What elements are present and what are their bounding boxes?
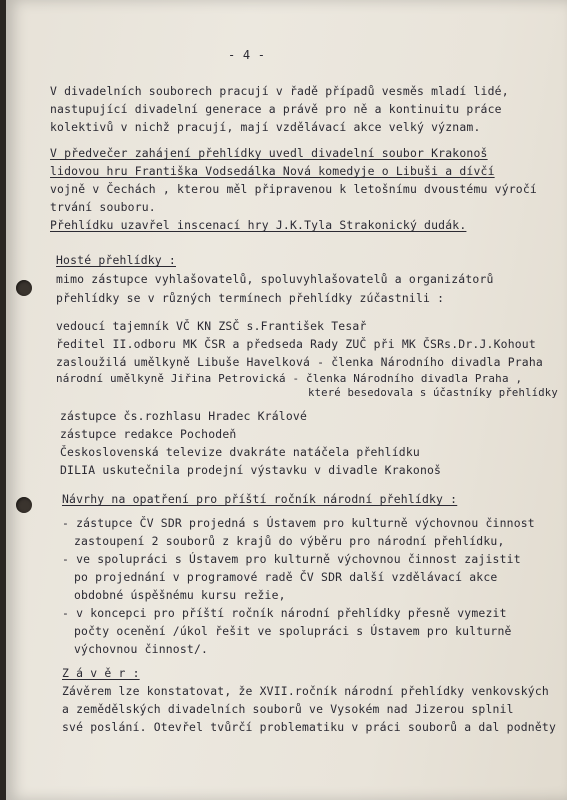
guests-intro-line: přehlídky se v různých termínech přehlídky zúčastnili : [56,291,445,305]
guest-person-note: které besedovala s účastníky přehlídky [308,387,558,399]
proposal-line: - zástupce ČV SDR projedná s Ústavem pro kulturně výchovnou činnost [62,516,535,530]
opening-line: V předvečer zahájení přehlídky uvedl divadelní soubor Krakonoš [50,146,488,160]
guest-institution: zástupce čs.rozhlasu Hradec Králové [60,409,308,423]
conclusion-line: své poslání. Otevřel tvůrčí problematiku v práci souborů a dal podněty [62,720,557,734]
punch-hole [16,280,32,296]
punch-hole [16,497,32,513]
proposal-line: - ve spolupráci s Ústavem pro kulturně výchovnou činnost zajistit [62,552,521,566]
guests-intro-line: mimo zástupce vyhlašovatelů, spoluvyhlašovatelů a organizátorů [56,272,494,286]
proposal-line: po projednání v programové radě ČV SDR další vzdělávací akce [74,570,498,584]
intro-line: kolektivů v nichž pracují, mají vzdělávací akce velký význam. [50,120,481,134]
proposal-line: - v koncepci pro příští ročník národní přehlídky přesně vymezit [62,606,507,620]
intro-line: V divadelních souborech pracují v řadě případů vesměs mladí lidé, [50,84,509,98]
guest-institution: Československá televize dvakráte natáčela přehlídku [60,445,420,459]
guest-institution: zástupce redakce Pochodeň [60,427,237,441]
opening-line: trvání souboru. [50,200,156,214]
proposals-heading: Návrhy na opatření pro příští ročník národní přehlídky : [62,492,458,506]
opening-line: lidovou hru Františka Vodsedálka Nová komedyje o Libuši a dívčí [50,164,495,178]
opening-line: vojně v Čechách , kterou měl připravenou k letošnímu dvoustému výročí [50,182,537,196]
guest-person: zasloužilá umělkyně Libuše Havelková - členka Národního divadla Praha [56,355,543,369]
guest-person: národní umělkyně Jiřina Petrovická - členka Národního divadla Praha , [56,372,523,385]
intro-line: nastupující divadelní generace a právě pro ně a kontinuitu práce [50,102,502,116]
guests-heading: Hosté přehlídky : [56,253,176,267]
proposal-line: počty ocenění /úkol řešit ve spolupráci s Ústavem pro kulturně [74,624,512,638]
conclusion-line: Závěrem lze konstatovat, že XVII.ročník národní přehlídky venkovských [62,684,549,698]
guest-person: ředitel II.odboru MK ČSR a předseda Rady ZUČ při MK ČSRs.Dr.J.Kohout [56,337,536,351]
conclusion-heading: Z á v ě r : [62,666,140,680]
proposal-line: zastoupení 2 souborů z krajů do výběru pro národní přehlídku, [74,534,505,548]
guest-institution: DILIA uskutečnila prodejní výstavku v divadle Krakonoš [60,463,442,477]
closing-line: Přehlídku uzavřel inscenací hry J.K.Tyla Strakonický dudák. [50,218,467,232]
proposal-line: výchovnou činnost/. [74,642,209,656]
proposal-line: obdobné úspěšnému kursu režie, [74,588,286,602]
guest-person: vedoucí tajemník VČ KN ZSČ s.František Tesař [56,319,367,333]
page-number: - 4 - [228,48,266,62]
conclusion-line: a zemědělských divadelních souborů ve Vysokém nad Jizerou splnil [62,702,514,716]
